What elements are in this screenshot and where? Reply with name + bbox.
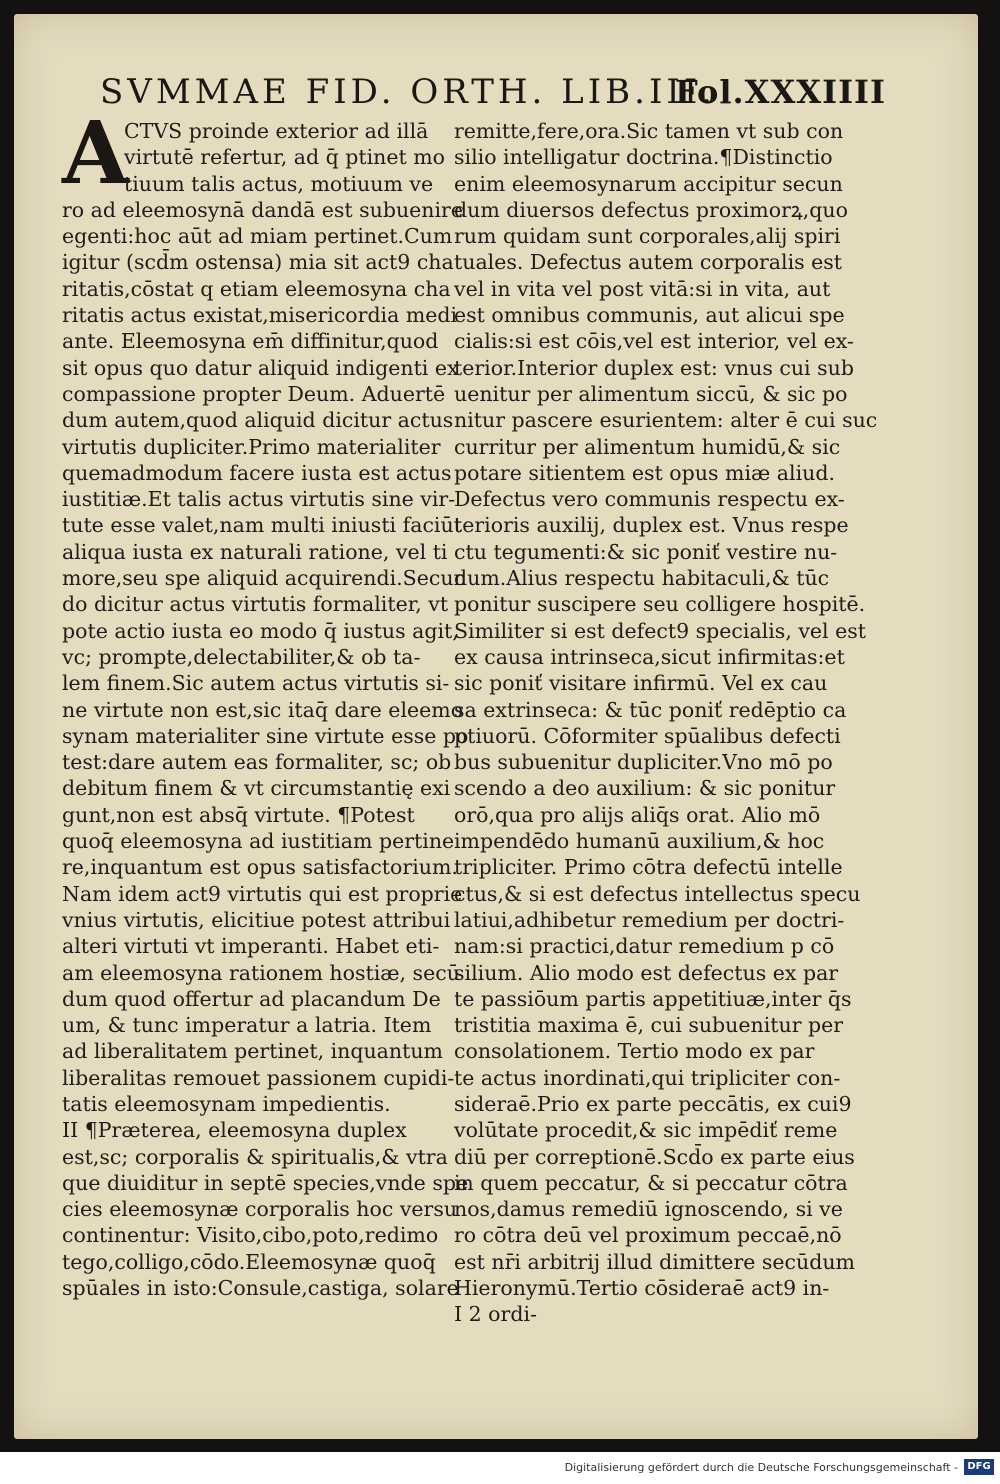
text-line: dum.Alius respectu habitaculi,& tūc	[454, 566, 830, 591]
text-line: ro ad eleemosynā dandā est subuenire	[62, 197, 463, 222]
text-line: tiuum talis actus, motiuum ve	[124, 171, 434, 196]
text-line: lem finem.Sic autem actus virtutis si-	[62, 671, 450, 696]
text-line: est omnibus communis, aut alicui spe	[454, 303, 845, 328]
text-line: enim eleemosynarum accipitur secun	[454, 171, 843, 196]
running-title: SVMMAE FID. ORTH. LIB.III.	[100, 72, 717, 112]
text-line: ritatis,cōstat q etiam eleemosyna cha	[62, 276, 451, 301]
text-line: dum diuersos defectus proximorꝝ,quo	[454, 197, 848, 222]
text-line: Defectus vero communis respectu ex-	[454, 487, 845, 512]
text-line: Hieronymū.Tertio cōsideraē act9 in-	[454, 1276, 830, 1301]
text-line: tute esse valet,nam multi iniusti faciūt	[62, 513, 462, 538]
drop-cap: A	[62, 103, 129, 204]
text-line: nam:si practici,datur remedium p cō	[454, 934, 835, 959]
text-line: ritatis actus existat,misericordia medi	[62, 303, 458, 328]
text-line: sideraē.Prio ex parte peccātis, ex cui9	[454, 1091, 852, 1116]
text-line: que diuiditur in septē species,vnde spe	[62, 1170, 469, 1195]
text-line: ne virtute non est,sic itaq̄ dare eleemo	[62, 697, 464, 722]
text-line: tripliciter. Primo cōtra defectū intelle	[454, 855, 843, 880]
text-line: cies eleemosynæ corporalis hoc versu	[62, 1197, 458, 1222]
text-line: potare sitientem est opus miæ aliud.	[454, 460, 835, 485]
text-line: sa extrinseca: & tūc poniť redēptio ca	[454, 697, 847, 722]
text-line: uenitur per alimentum siccū, & sic po	[454, 381, 848, 406]
text-line: compassione propter Deum. Aduertē	[62, 381, 446, 406]
text-line: test:dare autem eas formaliter, sc; ob	[62, 750, 452, 775]
text-line: debitum finem & vt circumstantię exi	[62, 776, 451, 801]
text-line: sit opus quo datur aliquid indigenti ex	[62, 355, 459, 380]
text-line: igitur (scd̄m ostensa) mia sit act9 cha	[62, 250, 454, 275]
text-line: ad liberalitatem pertinet, inquantum	[62, 1039, 443, 1064]
text-line: latiui,adhibetur remedium per doctri-	[454, 907, 845, 932]
text-line: in quem peccatur, & si peccatur cōtra	[454, 1170, 848, 1195]
text-line: ptiuorū. Cōformiter spūalibus defecti	[454, 723, 841, 748]
text-line: silio intelligatur doctrina.¶Distinctio	[454, 145, 833, 170]
text-line: ex causa intrinseca,sicut infirmitas:et	[454, 644, 845, 669]
text-line: dum autem,quod aliquid dicitur actus	[62, 408, 454, 433]
text-line: virtutē refertur, ad q̄ ptinet mo	[124, 145, 446, 170]
text-line: nitur pascere esurientem: alter ē cui suc	[454, 408, 878, 433]
text-line: cialis:si est cōis,vel est interior, vel ex-	[454, 329, 854, 354]
text-line: Nam idem act9 virtutis qui est proprie	[62, 881, 463, 906]
text-line: vc; prompte,delectabiliter,& ob ta-	[62, 644, 421, 669]
text-line: ro cōtra deū vel proximum peccaē,nō	[454, 1223, 842, 1248]
text-line: nos,damus remediū ignoscendo, si ve	[454, 1197, 843, 1222]
text-line: bus subuenitur dupliciter.Vno mō po	[454, 750, 833, 775]
text-line: quoq̄ eleemosyna ad iustitiam pertine	[62, 829, 455, 854]
text-line: tego,colligo,cōdo.Eleemosynæ quoq̄	[62, 1249, 436, 1274]
text-line: diū per correptionē.Scd̄o ex parte eius	[454, 1144, 855, 1169]
text-line: orō,qua pro alijs aliq̄s orat. Alio mō	[454, 802, 821, 827]
right-column	[454, 118, 878, 1328]
text-line: do dicitur actus virtutis formaliter, vt	[62, 592, 449, 617]
text-line: CTVS proinde exterior ad illā	[124, 119, 429, 143]
text-line: scendo a deo auxilium: & sic ponitur	[454, 776, 836, 801]
text-line: dum quod offertur ad placandum De	[62, 986, 441, 1011]
text-line: silium. Alio modo est defectus ex par	[454, 960, 839, 985]
text-line: remitte,fere,ora.Sic tamen vt sub con	[454, 119, 844, 143]
text-line: est,sc; corporalis & spiritualis,& vtra	[62, 1144, 448, 1169]
text-line: synam materialiter sine virtute esse po	[62, 723, 469, 748]
text-line: re,inquantum est opus satisfactorium.	[62, 855, 458, 880]
text-line: tuales. Defectus autem corporalis est	[454, 250, 843, 275]
text-line: II ¶Præterea, eleemosyna duplex	[62, 1118, 407, 1143]
text-line: te actus inordinati,qui tripliciter con-	[454, 1065, 841, 1090]
text-line: iustitiæ.Et talis actus virtutis sine vir-	[62, 487, 456, 512]
text-line: ctus,& si est defectus intellectus specu	[454, 881, 861, 906]
text-line: ctu tegumenti:& sic poniť vestire nu-	[454, 539, 838, 564]
text-line: ante. Eleemosyna em̄ diffinitur,quod	[62, 329, 439, 354]
text-line: um, & tunc imperatur a latria. Item	[62, 1013, 432, 1038]
text-line: more,seu spe aliquid acquirendi.Secun	[62, 566, 467, 591]
text-line: spūales in isto:Consule,castiga, solare	[62, 1276, 459, 1301]
text-line: volūtate procedit,& sic impēdiť reme	[454, 1118, 838, 1143]
text-line: ponitur suscipere seu colligere hospitē.	[454, 592, 866, 617]
text-line: impendēdo humanū auxilium,& hoc	[454, 829, 825, 854]
text-line: gunt,non est absq̄ virtute. ¶Potest	[62, 802, 415, 827]
text-line: curritur per alimentum humidū,& sic	[454, 434, 841, 459]
text-line: am eleemosyna rationem hostiæ, secū	[62, 960, 460, 985]
text-line: Similiter si est defect9 specialis, vel est	[454, 618, 867, 643]
text-line: est nr̄i arbitrij illud dimittere secūdum	[454, 1249, 855, 1274]
text-line: I 2 ordi-	[454, 1302, 537, 1327]
text-line: te passiōum partis appetitiuæ,inter q̄s	[454, 986, 852, 1011]
dfg-logo: DFG	[964, 1459, 994, 1475]
text-line: tatis eleemosynam impedientis.	[62, 1091, 391, 1116]
text-line: pote actio iusta eo modo q̄ iustus agit,	[62, 618, 459, 643]
text-line: consolationem. Tertio modo ex par	[454, 1039, 815, 1064]
text-line: egenti:hoc aūt ad miam pertinet.Cum	[62, 224, 453, 249]
running-head	[100, 72, 886, 112]
folio-number: Fol.XXXIIII	[675, 73, 886, 111]
text-line: quemadmodum facere iusta est actus	[62, 460, 452, 485]
left-column	[62, 118, 469, 1301]
text-line: aliqua iusta ex naturali ratione, vel ti	[62, 539, 448, 564]
text-line: vel in vita vel post vitā:si in vita, aut	[454, 276, 831, 301]
text-line: terioris auxilij, duplex est. Vnus respe	[454, 513, 849, 538]
text-line: virtutis dupliciter.Primo materialiter	[62, 434, 441, 459]
text-line: tristitia maxima ē, cui subuenitur per	[454, 1013, 844, 1038]
text-line: vnius virtutis, elicitiue potest attribui	[62, 907, 451, 932]
text-line: liberalitas remouet passionem cupidi-	[62, 1065, 455, 1090]
funding-credit: Digitalisierung gefördert durch die Deutsche Forschungsgemeinschaft -	[564, 1461, 958, 1474]
text-line: alteri virtuti vt imperanti. Habet eti-	[62, 934, 440, 959]
text-line: sic poniť visitare infirmū. Vel ex cau	[454, 671, 828, 696]
text-line: terior.Interior duplex est: vnus cui sub	[454, 355, 854, 380]
text-line: continentur: Visito,cibo,poto,redimo	[62, 1223, 439, 1248]
text-line: rum quidam sunt corporales,alij spiri	[454, 224, 841, 249]
digitization-footer	[0, 1452, 1000, 1484]
